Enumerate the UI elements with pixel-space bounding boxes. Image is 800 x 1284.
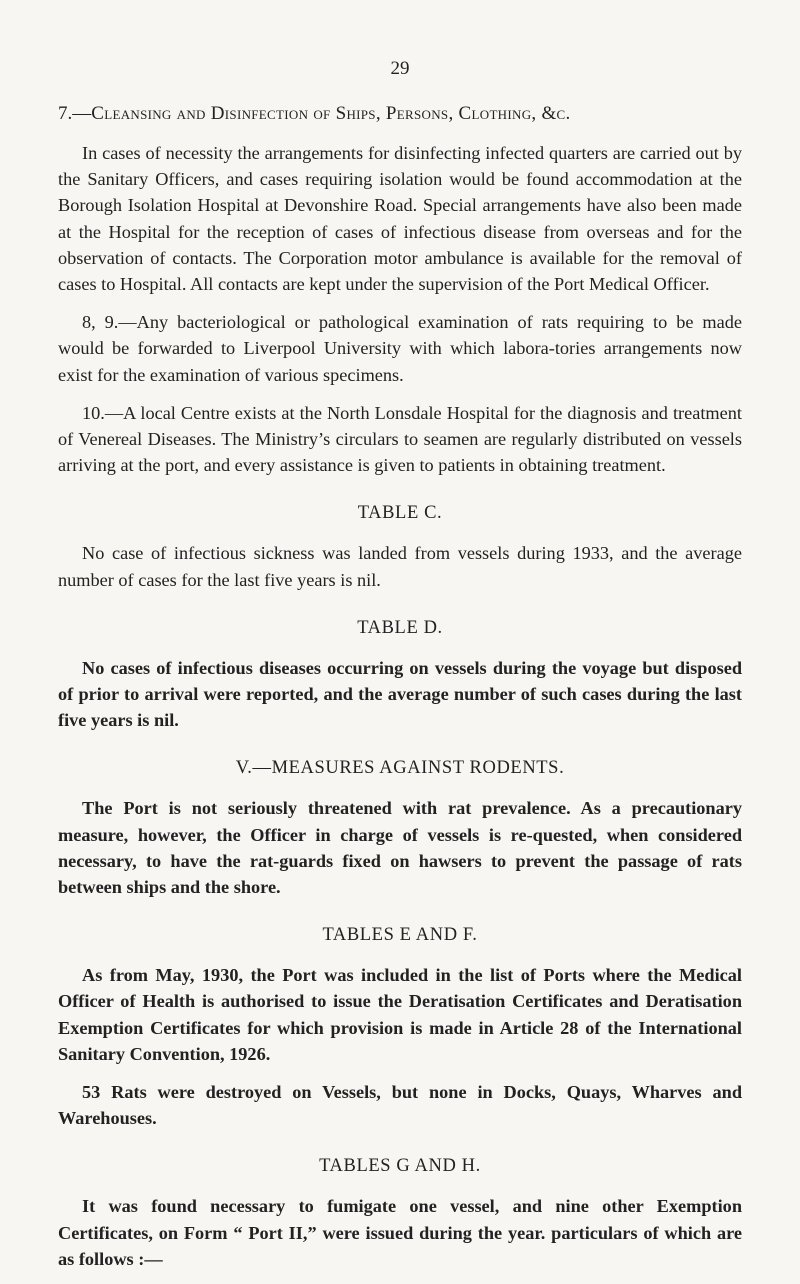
page-content <box>58 100 742 1284</box>
paragraph-table-c: No case of infectious sickness was landed from vessels during 1933, and the average number of cases for the last five years is nil. <box>58 543 742 590</box>
section-heading-7 <box>58 100 742 128</box>
heading-tables-e-f: TABLES E AND F. <box>322 925 478 946</box>
section-title: Cleansing and Disinfection of Ships, Persons, Clothing, &c. <box>91 103 571 124</box>
paragraph-fumigation: It was found necessary to fumigate one vessel, and nine other Exemption Certificates, on Form “ Port II,” were issued during the year. particulars of which are as follows :— <box>58 1196 742 1269</box>
page-number: 29 <box>390 58 410 79</box>
heading-table-d: TABLE D. <box>357 617 443 638</box>
heading-table-c: TABLE C. <box>357 503 443 524</box>
paragraph-table-d: No cases of infectious diseases occurring on vessels during the voyage but disposed of prior to arrival were reported, and the average number of such cases during the last five years is nil. <box>58 657 742 731</box>
paragraph-rats-destroyed: 53 Rats were destroyed on Vessels, but none in Docks, Quays, Wharves and Warehouses. <box>58 1082 742 1129</box>
paragraph-disinfection: In cases of necessity the arrangements for disinfecting infected quarters are carried out by the Sanitary Officers, and cases requiring isolation would be found accommodation at the Borough Isolation Hospital at Devonshire Road. Special arrangements have also been made at the Hospital for the reception of cases of infectious disease from overseas and for the observation of contacts. The Corporation motor ambulance is available for the removal of cases to Hospital. All contacts are kept under the supervision of the Port Medical Officer. <box>58 143 742 295</box>
paragraph-venereal: 10.—A local Centre exists at the North Lonsdale Hospital for the diagnosis and treatment of Venereal Diseases. The Ministry’s circulars to seamen are regularly distributed on vessels arriving at the port, and every assistance is given to patients in obtaining treatment. <box>58 402 742 476</box>
heading-tables-g-h: TABLES G AND H. <box>319 1156 481 1177</box>
paragraph-bacteriological: 8, 9.—Any bacteriological or pathological examination of rats requiring to be made would be forwarded to Liverpool University with which labora-tories arrangements now exist for the examination of various specimens. <box>58 312 742 385</box>
heading-rodents: V.—MEASURES AGAINST RODENTS. <box>235 758 565 779</box>
paragraph-rodents: The Port is not seriously threatened with rat prevalence. As a precautionary measure, however, the Officer in charge of vessels is re-quested, when considered necessary, to have the rat-guards fixed on hawsers to prevent the passage of rats between ships and the shore. <box>58 798 742 898</box>
paragraph-deratisation: As from May, 1930, the Port was included in the list of Ports where the Medical Officer of Health is authorised to issue the Deratisation Certificates and Deratisation Exemption Certificates for which provision is made in Article 28 of the International Sanitary Convention, 1926. <box>58 965 742 1064</box>
section-number: 7.— <box>58 103 92 124</box>
